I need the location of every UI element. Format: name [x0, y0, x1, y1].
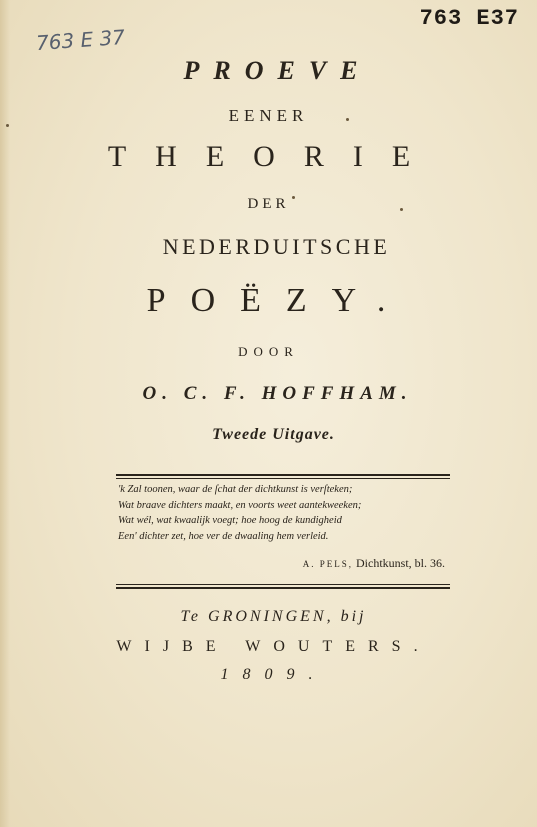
epigraph-line: 'k Zal toonen, waar de ſchat der dichtkunst is verſteken; — [118, 484, 353, 495]
epigraph-line: Wat wél, wat kwaalijk voegt; hoe hoog de kundigheid — [118, 515, 342, 526]
epigraph — [118, 482, 448, 544]
attribution-author: A. PELS, — [302, 559, 353, 569]
epigraph-attribution — [303, 556, 445, 571]
author-name: O. C. F. HOFFHAM. — [142, 383, 413, 404]
imprint-place: Te GRONINGEN, bij — [180, 608, 367, 625]
title-eener: EENER — [228, 106, 309, 125]
paper-speck — [400, 208, 403, 211]
title-der: DER — [247, 196, 290, 212]
upper-double-rule — [116, 474, 450, 479]
title-proeve: PROEVE — [183, 56, 372, 85]
imprint-year: 1809. — [220, 666, 327, 683]
edition-statement: Tweede Uitgave. — [212, 426, 335, 443]
paper-speck — [6, 124, 9, 127]
epigraph-line: Een' dichter zet, hoe ver de dwaaling hem verleid. — [118, 530, 329, 542]
epigraph-line: Wat braave dichters maakt, en voorts weet aantekweeken; — [118, 499, 362, 511]
title-theorie: THEORIE — [107, 140, 440, 173]
lower-double-rule — [116, 584, 450, 589]
byline-door: DOOR — [238, 344, 299, 359]
imprint-publisher: WIJBE WOUTERS. — [116, 638, 431, 655]
handwritten-shelfmark: 763 E 37 — [35, 24, 126, 56]
attribution-work: Dichtkunst, bl. 36. — [356, 556, 445, 570]
library-shelfmark-stamp: 763 E37 — [419, 6, 519, 31]
paper-speck — [346, 118, 349, 121]
paper-speck — [292, 196, 295, 199]
title-nederduitsche: NEDERDUITSCHE — [162, 234, 391, 259]
title-poezy: POËZY. — [146, 282, 411, 319]
